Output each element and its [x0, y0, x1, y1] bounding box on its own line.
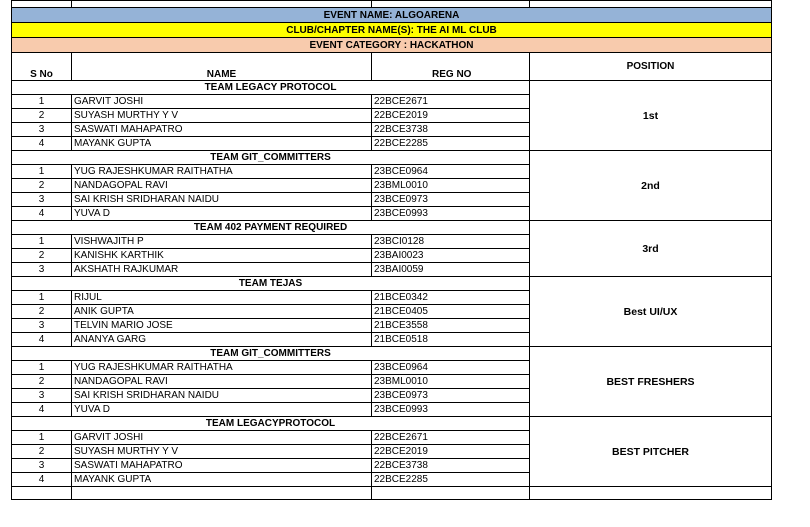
position-award: 1st [530, 81, 772, 151]
member-name: SASWATI MAHAPATRO [72, 459, 372, 473]
club-name-row [12, 23, 772, 38]
club-name: CLUB/CHAPTER NAME(S): THE AI ML CLUB [12, 23, 772, 38]
member-reg-no: 22BCE3738 [372, 459, 530, 473]
member-sno: 2 [12, 445, 72, 459]
team-name-row [12, 221, 772, 235]
member-sno: 4 [12, 207, 72, 221]
member-name: VISHWAJITH P [72, 235, 372, 249]
member-reg-no: 23BCE0964 [372, 361, 530, 375]
trailing-empty-row [12, 487, 772, 500]
results-table [11, 0, 772, 500]
member-name: ANIK GUPTA [72, 305, 372, 319]
member-reg-no: 23BCE0973 [372, 389, 530, 403]
member-sno: 1 [12, 235, 72, 249]
member-reg-no: 23BCE0993 [372, 403, 530, 417]
member-reg-no: 22BCE2285 [372, 473, 530, 487]
member-sno: 2 [12, 249, 72, 263]
position-award: BEST FRESHERS [530, 347, 772, 417]
empty-cell [372, 487, 530, 500]
member-reg-no: 21BCE3558 [372, 319, 530, 333]
member-name: SASWATI MAHAPATRO [72, 123, 372, 137]
member-reg-no: 23BAI0023 [372, 249, 530, 263]
member-sno: 3 [12, 319, 72, 333]
member-sno: 4 [12, 333, 72, 347]
member-reg-no: 23BAI0059 [372, 263, 530, 277]
team-name-row [12, 417, 772, 431]
member-name: NANDAGOPAL RAVI [72, 375, 372, 389]
member-reg-no: 22BCE2671 [372, 431, 530, 445]
member-sno: 2 [12, 375, 72, 389]
member-reg-no: 23BML0010 [372, 179, 530, 193]
member-sno: 1 [12, 291, 72, 305]
position-award: Best UI/UX [530, 277, 772, 347]
empty-cell [12, 487, 72, 500]
position-award: 3rd [530, 221, 772, 277]
member-name: GARVIT JOSHI [72, 431, 372, 445]
member-name: AKSHATH RAJKUMAR [72, 263, 372, 277]
header-position: POSITION [530, 53, 772, 81]
member-name: NANDAGOPAL RAVI [72, 179, 372, 193]
member-reg-no: 22BCE2285 [372, 137, 530, 151]
member-reg-no: 22BCE3738 [372, 123, 530, 137]
team-name-row [12, 81, 772, 95]
team-name-row [12, 347, 772, 361]
member-name: MAYANK GUPTA [72, 137, 372, 151]
member-reg-no: 23BCI0128 [372, 235, 530, 249]
member-reg-no: 23BML0010 [372, 375, 530, 389]
event-name: EVENT NAME: ALGOARENA [12, 8, 772, 23]
event-category: EVENT CATEGORY : HACKATHON [12, 38, 772, 53]
member-name: SUYASH MURTHY Y V [72, 109, 372, 123]
event-name-row [12, 8, 772, 23]
member-name: TELVIN MARIO JOSE [72, 319, 372, 333]
member-name: GARVIT JOSHI [72, 95, 372, 109]
member-name: RIJUL [72, 291, 372, 305]
empty-cell [530, 487, 772, 500]
member-sno: 1 [12, 165, 72, 179]
member-sno: 3 [12, 389, 72, 403]
member-name: ANANYA GARG [72, 333, 372, 347]
member-name: YUG RAJESHKUMAR RAITHATHA [72, 361, 372, 375]
member-name: SUYASH MURTHY Y V [72, 445, 372, 459]
member-sno: 4 [12, 403, 72, 417]
team-name: TEAM GIT_COMMITTERS [12, 347, 530, 361]
header-reg-no: REG NO [372, 53, 530, 81]
member-reg-no: 21BCE0518 [372, 333, 530, 347]
member-reg-no: 22BCE2019 [372, 109, 530, 123]
team-name: TEAM LEGACYPROTOCOL [12, 417, 530, 431]
team-name-row [12, 151, 772, 165]
member-sno: 1 [12, 95, 72, 109]
member-reg-no: 23BCE0964 [372, 165, 530, 179]
member-name: MAYANK GUPTA [72, 473, 372, 487]
team-name: TEAM TEJAS [12, 277, 530, 291]
member-reg-no: 21BCE0342 [372, 291, 530, 305]
member-sno: 4 [12, 137, 72, 151]
member-name: YUVA D [72, 403, 372, 417]
member-reg-no: 22BCE2019 [372, 445, 530, 459]
member-sno: 2 [12, 109, 72, 123]
member-name: SAI KRISH SRIDHARAN NAIDU [72, 193, 372, 207]
member-sno: 3 [12, 193, 72, 207]
top-spacer-row [12, 1, 772, 8]
team-name-row [12, 277, 772, 291]
member-sno: 2 [12, 179, 72, 193]
member-name: SAI KRISH SRIDHARAN NAIDU [72, 389, 372, 403]
team-name: TEAM LEGACY PROTOCOL [12, 81, 530, 95]
member-name: YUVA D [72, 207, 372, 221]
member-sno: 1 [12, 431, 72, 445]
member-reg-no: 23BCE0973 [372, 193, 530, 207]
member-reg-no: 21BCE0405 [372, 305, 530, 319]
header-name: NAME [72, 53, 372, 81]
member-name: KANISHK KARTHIK [72, 249, 372, 263]
member-name: YUG RAJESHKUMAR RAITHATHA [72, 165, 372, 179]
position-award: 2nd [530, 151, 772, 221]
member-sno: 1 [12, 361, 72, 375]
member-reg-no: 22BCE2671 [372, 95, 530, 109]
member-sno: 4 [12, 473, 72, 487]
header-row [12, 53, 772, 81]
member-sno: 3 [12, 263, 72, 277]
team-name: TEAM 402 PAYMENT REQUIRED [12, 221, 530, 235]
member-sno: 3 [12, 459, 72, 473]
member-sno: 2 [12, 305, 72, 319]
member-sno: 3 [12, 123, 72, 137]
event-category-row [12, 38, 772, 53]
position-award: BEST PITCHER [530, 417, 772, 487]
member-reg-no: 23BCE0993 [372, 207, 530, 221]
header-sno: S No [12, 53, 72, 81]
empty-cell [72, 487, 372, 500]
team-name: TEAM GIT_COMMITTERS [12, 151, 530, 165]
